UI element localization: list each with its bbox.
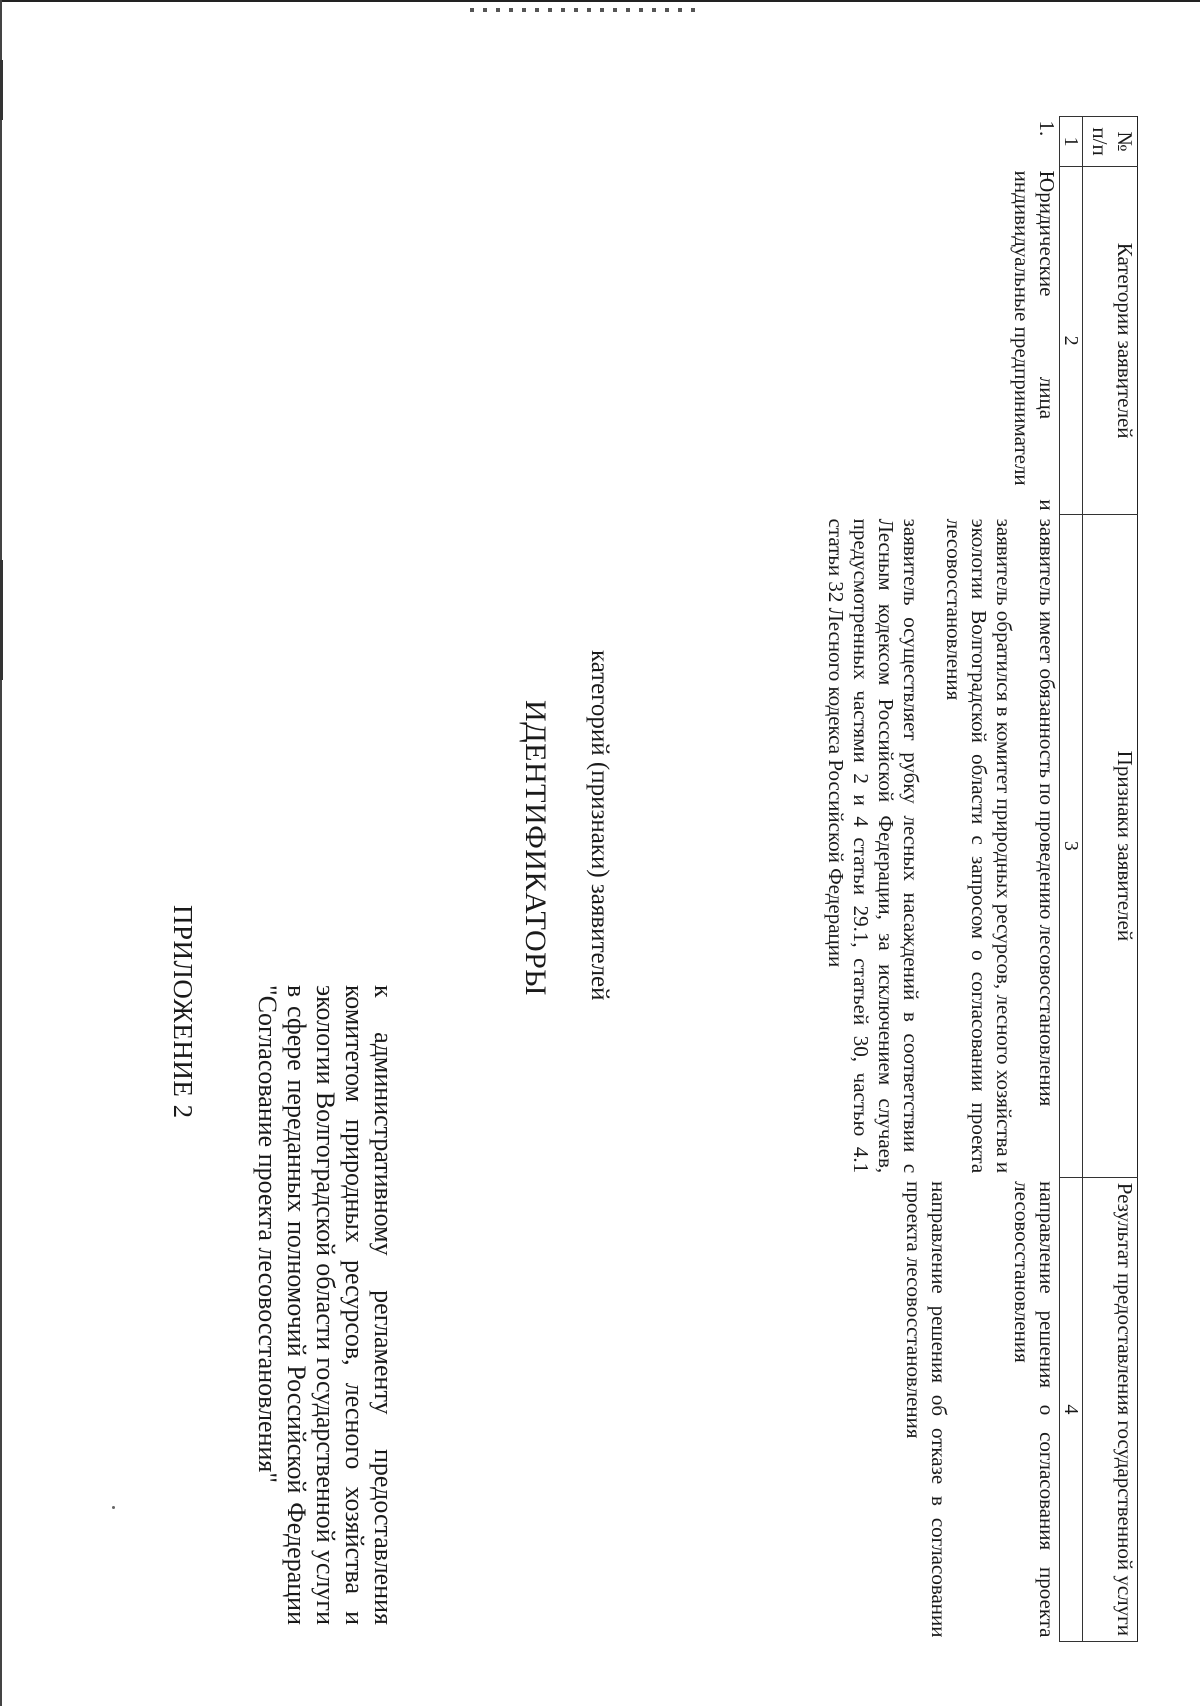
header-cell-signs: Признаки заявителей [1083,515,1138,1178]
row-number: 1. [1035,120,1059,137]
row-category: Юридические лица и индивидуальные предприниматели [1010,170,1059,511]
column-index: 2 [1060,167,1083,515]
result-item: направление решения о согласования проекта лесовосстановления [1010,1181,1059,1638]
table-row [805,117,1060,1642]
sign-item: заявитель имеет обязанность по проведению лесовосстановления [1035,518,1059,1107]
sign-item: заявитель обратился в комитет природных ресурсов, лесного хозяйства и экологии Волгоградской области с запросом о согласовании проекта лесовосстановления [942,518,1016,1174]
document-title: ИДЕНТИФИКАТОРЫ [519,700,552,996]
header-cell-category: Категории заявителей [1083,167,1138,515]
column-index: 4 [1060,1177,1083,1641]
header-cell-number: № п/п [1083,117,1138,167]
header-cell-result: Результат предоставления государственной услуги [1083,1177,1138,1641]
appendix-title: ПРИЛОЖЕНИЕ 2 [168,905,198,1119]
column-index: 1 [1060,117,1083,167]
column-index: 3 [1060,515,1083,1178]
document-subtitle: категорий (признаки) заявителей [586,650,613,1001]
row-results [805,1177,1060,1641]
identifiers-table [805,116,1138,1642]
row-signs [805,515,1060,1178]
appendix-text: к административному регламенту предоставления комитетом природных ресурсов, лесного хозяйства и экологии Волгоградской области государственной услуги в сфере переданных полномочий Российской Федерации "Согласование проекта лесовосстановления" [253,985,398,1625]
sign-item: заявитель осуществляет рубку лесных насаждений в соответствии с Лесным кодексом Российской Федерации, за исключением случаев, предусмотренных частями 2 и 4 статьи 29.1, статьей 30, частью 4.1 статьи 32 Лесного кодекса Российской Федерации [824,518,923,1174]
result-item: направление решения об отказе в согласовании проекта лесовосстановления [902,1181,951,1638]
